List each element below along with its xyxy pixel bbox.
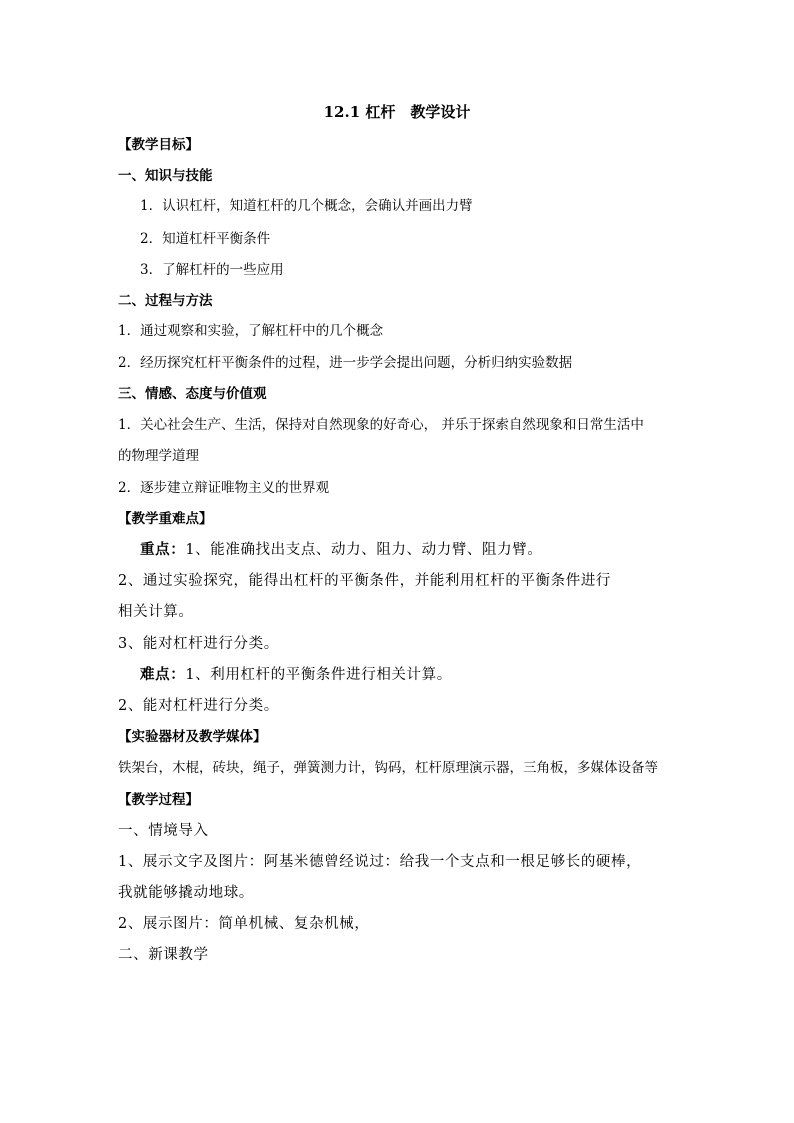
intro-item-1-line-1: 1、展示文字及图片：阿基米德曾经说过：给我一个支点和一根足够长的硬棒， (118, 854, 642, 870)
difficulty-text-1: 1、利用杠杆的平衡条件进行相关计算。 (185, 667, 452, 683)
materials-text: 铁架台，木棍，砖块，绳子，弹簧测力计，钩码，杠杆原理演示器，三角板，多媒体设备等 (118, 760, 658, 776)
key-point-label: 重点： (140, 541, 186, 558)
emotion-item-1-line-2: 的物理学道理 (118, 448, 199, 464)
key-point-item-1 (140, 540, 700, 560)
emotion-item-1-line-1: 1．关心社会生产、生活，保持对自然现象的好奇心， 并乐于探索自然现象和日常生活中 (118, 417, 644, 433)
teaching-process-heading: 【教学过程】 (118, 792, 199, 808)
knowledge-item-1: 1．认识杠杆，知道杠杆的几个概念，会确认并画出力臂 (140, 198, 473, 214)
intro-item-2: 2、展示图片：简单机械、复杂机械， (118, 916, 370, 932)
document-title: 12.1 杠杆 教学设计 (323, 103, 471, 121)
difficulty-item-1 (140, 665, 700, 685)
intro-subheading: 一、情境导入 (118, 823, 209, 839)
emotion-heading: 三、情感、态度与价值观 (118, 386, 267, 402)
difficulty-label: 难点： (140, 666, 186, 683)
key-point-item-3: 3、能对杠杆进行分类。 (118, 636, 279, 652)
process-heading: 二、过程与方法 (118, 293, 213, 309)
materials-heading: 【实验器材及教学媒体】 (118, 729, 267, 745)
intro-item-1-line-2: 我就能够撬动地球。 (118, 885, 254, 901)
knowledge-item-3: 3．了解杠杆的一些应用 (140, 262, 284, 278)
key-point-item-2-line-1: 2、通过实验探究，能得出杠杆的平衡条件，并能利用杠杆的平衡条件进行 (118, 573, 612, 589)
key-point-item-2-line-2: 相关计算。 (118, 604, 194, 620)
emotion-item-2: 2．逐步建立辩证唯物主义的世界观 (118, 480, 330, 496)
goals-heading: 【教学目标】 (118, 137, 199, 153)
process-item-2: 2．经历探究杠杆平衡条件的过程，进一步学会提出问题，分析归纳实验数据 (118, 355, 573, 371)
difficulty-item-2: 2、能对杠杆进行分类。 (118, 698, 279, 714)
key-point-text-1: 1、能准确找出支点、动力、阻力、动力臂、阻力臂。 (185, 542, 543, 558)
new-lesson-subheading: 二、新课教学 (118, 947, 209, 963)
process-item-1: 1．通过观察和实验，了解杠杆中的几个概念 (118, 323, 384, 339)
keypoints-heading: 【教学重难点】 (118, 511, 213, 527)
knowledge-item-2: 2．知道杠杆平衡条件 (140, 231, 271, 247)
knowledge-heading: 一、知识与技能 (118, 168, 213, 184)
